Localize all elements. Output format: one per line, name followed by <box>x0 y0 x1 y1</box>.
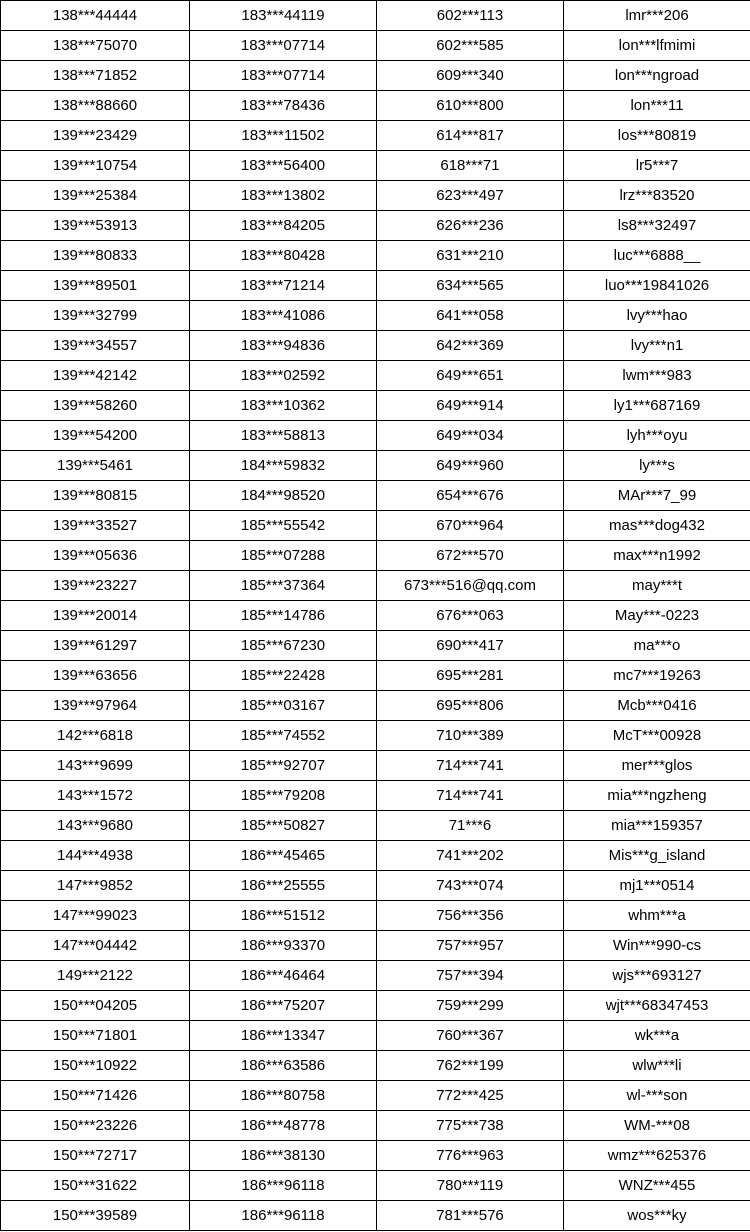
qq-cell: 695***281 <box>377 661 564 691</box>
phone-cell: 139***80833 <box>1 241 190 271</box>
qq-cell: 634***565 <box>377 271 564 301</box>
table-row <box>1 811 750 841</box>
username-cell: lvy***n1 <box>564 331 750 361</box>
username-cell: lrz***83520 <box>564 181 750 211</box>
qq-cell: 670***964 <box>377 511 564 541</box>
mobile-cell: 186***96118 <box>190 1171 377 1201</box>
mobile-cell: 186***80758 <box>190 1081 377 1111</box>
phone-cell: 150***71801 <box>1 1021 190 1051</box>
table-row <box>1 61 750 91</box>
table-row <box>1 901 750 931</box>
username-cell: Mcb***0416 <box>564 691 750 721</box>
username-cell: ly1***687169 <box>564 391 750 421</box>
username-cell: wjs***693127 <box>564 961 750 991</box>
username-cell: whm***a <box>564 901 750 931</box>
mobile-cell: 185***37364 <box>190 571 377 601</box>
table-row <box>1 961 750 991</box>
mobile-cell: 186***38130 <box>190 1141 377 1171</box>
mobile-cell: 183***07714 <box>190 61 377 91</box>
username-cell: lon***ngroad <box>564 61 750 91</box>
qq-cell: 654***676 <box>377 481 564 511</box>
username-cell: mas***dog432 <box>564 511 750 541</box>
phone-cell: 150***23226 <box>1 1111 190 1141</box>
qq-cell: 618***71 <box>377 151 564 181</box>
table-row <box>1 1081 750 1111</box>
qq-cell: 642***369 <box>377 331 564 361</box>
phone-cell: 150***04205 <box>1 991 190 1021</box>
phone-cell: 139***5461 <box>1 451 190 481</box>
phone-cell: 138***44444 <box>1 1 190 31</box>
phone-cell: 139***25384 <box>1 181 190 211</box>
table-row <box>1 181 750 211</box>
username-cell: ls8***32497 <box>564 211 750 241</box>
username-cell: lon***lfmimi <box>564 31 750 61</box>
qq-cell: 649***651 <box>377 361 564 391</box>
username-cell: WNZ***455 <box>564 1171 750 1201</box>
mobile-cell: 186***63586 <box>190 1051 377 1081</box>
qq-cell: 602***113 <box>377 1 564 31</box>
username-cell: max***n1992 <box>564 541 750 571</box>
mobile-cell: 185***92707 <box>190 751 377 781</box>
mobile-cell: 185***55542 <box>190 511 377 541</box>
mobile-cell: 186***93370 <box>190 931 377 961</box>
username-cell: wk***a <box>564 1021 750 1051</box>
table-row <box>1 91 750 121</box>
table-row <box>1 691 750 721</box>
mobile-cell: 185***74552 <box>190 721 377 751</box>
mobile-cell: 186***96118 <box>190 1201 377 1231</box>
phone-cell: 143***9680 <box>1 811 190 841</box>
phone-cell: 147***04442 <box>1 931 190 961</box>
table-row <box>1 121 750 151</box>
mobile-cell: 185***67230 <box>190 631 377 661</box>
qq-cell: 741***202 <box>377 841 564 871</box>
table-row <box>1 151 750 181</box>
phone-cell: 139***54200 <box>1 421 190 451</box>
phone-cell: 139***63656 <box>1 661 190 691</box>
phone-cell: 139***23227 <box>1 571 190 601</box>
table-row <box>1 571 750 601</box>
qq-cell: 649***960 <box>377 451 564 481</box>
qq-cell: 776***963 <box>377 1141 564 1171</box>
table-row <box>1 781 750 811</box>
qq-cell: 760***367 <box>377 1021 564 1051</box>
table-row <box>1 661 750 691</box>
mobile-cell: 183***41086 <box>190 301 377 331</box>
table-row <box>1 451 750 481</box>
phone-cell: 139***80815 <box>1 481 190 511</box>
mobile-cell: 183***10362 <box>190 391 377 421</box>
table-row <box>1 1051 750 1081</box>
qq-cell: 641***058 <box>377 301 564 331</box>
qq-cell: 673***516@qq.com <box>377 571 564 601</box>
username-cell: mia***ngzheng <box>564 781 750 811</box>
username-cell: Mis***g_island <box>564 841 750 871</box>
phone-cell: 139***61297 <box>1 631 190 661</box>
table-row <box>1 721 750 751</box>
mobile-cell: 183***84205 <box>190 211 377 241</box>
username-cell: lon***11 <box>564 91 750 121</box>
mobile-cell: 185***07288 <box>190 541 377 571</box>
table-row <box>1 631 750 661</box>
qq-cell: 609***340 <box>377 61 564 91</box>
qq-cell: 756***356 <box>377 901 564 931</box>
username-cell: wmz***625376 <box>564 1141 750 1171</box>
phone-cell: 138***75070 <box>1 31 190 61</box>
qq-cell: 623***497 <box>377 181 564 211</box>
phone-cell: 139***20014 <box>1 601 190 631</box>
qq-cell: 614***817 <box>377 121 564 151</box>
username-cell: lr5***7 <box>564 151 750 181</box>
table-row <box>1 601 750 631</box>
phone-cell: 138***88660 <box>1 91 190 121</box>
table-row <box>1 271 750 301</box>
username-cell: ma***o <box>564 631 750 661</box>
username-cell: wos***ky <box>564 1201 750 1231</box>
mobile-cell: 183***44119 <box>190 1 377 31</box>
phone-cell: 139***32799 <box>1 301 190 331</box>
table-row <box>1 361 750 391</box>
mobile-cell: 183***78436 <box>190 91 377 121</box>
username-cell: wjt***68347453 <box>564 991 750 1021</box>
username-cell: May***-0223 <box>564 601 750 631</box>
table-row <box>1 241 750 271</box>
table-row <box>1 871 750 901</box>
qq-cell: 743***074 <box>377 871 564 901</box>
phone-cell: 147***9852 <box>1 871 190 901</box>
mobile-cell: 185***14786 <box>190 601 377 631</box>
username-cell: lvy***hao <box>564 301 750 331</box>
qq-cell: 775***738 <box>377 1111 564 1141</box>
qq-cell: 772***425 <box>377 1081 564 1111</box>
username-cell: mc7***19263 <box>564 661 750 691</box>
table-row <box>1 481 750 511</box>
username-cell: los***80819 <box>564 121 750 151</box>
phone-cell: 139***34557 <box>1 331 190 361</box>
table-row <box>1 541 750 571</box>
phone-cell: 142***6818 <box>1 721 190 751</box>
table-row <box>1 301 750 331</box>
qq-cell: 672***570 <box>377 541 564 571</box>
phone-cell: 139***23429 <box>1 121 190 151</box>
username-cell: may***t <box>564 571 750 601</box>
phone-cell: 144***4938 <box>1 841 190 871</box>
phone-cell: 150***71426 <box>1 1081 190 1111</box>
mobile-cell: 183***02592 <box>190 361 377 391</box>
username-cell: WM-***08 <box>564 1111 750 1141</box>
username-cell: Win***990-cs <box>564 931 750 961</box>
qq-cell: 714***741 <box>377 751 564 781</box>
username-cell: lmr***206 <box>564 1 750 31</box>
mobile-cell: 183***11502 <box>190 121 377 151</box>
phone-cell: 139***42142 <box>1 361 190 391</box>
table-row <box>1 931 750 961</box>
table-row <box>1 1171 750 1201</box>
table-row <box>1 421 750 451</box>
mobile-cell: 186***45465 <box>190 841 377 871</box>
mobile-cell: 185***03167 <box>190 691 377 721</box>
mobile-cell: 186***51512 <box>190 901 377 931</box>
data-table-body <box>1 1 750 1231</box>
mobile-cell: 185***50827 <box>190 811 377 841</box>
table-row <box>1 331 750 361</box>
mobile-cell: 186***46464 <box>190 961 377 991</box>
mobile-cell: 186***75207 <box>190 991 377 1021</box>
mobile-cell: 186***25555 <box>190 871 377 901</box>
mobile-cell: 183***13802 <box>190 181 377 211</box>
username-cell: luo***19841026 <box>564 271 750 301</box>
phone-cell: 150***31622 <box>1 1171 190 1201</box>
mobile-cell: 186***48778 <box>190 1111 377 1141</box>
username-cell: mer***glos <box>564 751 750 781</box>
table-row <box>1 991 750 1021</box>
qq-cell: 757***394 <box>377 961 564 991</box>
mobile-cell: 183***07714 <box>190 31 377 61</box>
qq-cell: 610***800 <box>377 91 564 121</box>
qq-cell: 781***576 <box>377 1201 564 1231</box>
mobile-cell: 185***79208 <box>190 781 377 811</box>
table-row <box>1 751 750 781</box>
phone-cell: 143***1572 <box>1 781 190 811</box>
mobile-cell: 183***58813 <box>190 421 377 451</box>
phone-cell: 139***89501 <box>1 271 190 301</box>
username-cell: wlw***li <box>564 1051 750 1081</box>
phone-cell: 138***71852 <box>1 61 190 91</box>
phone-cell: 139***05636 <box>1 541 190 571</box>
qq-cell: 676***063 <box>377 601 564 631</box>
phone-cell: 150***39589 <box>1 1201 190 1231</box>
qq-cell: 649***034 <box>377 421 564 451</box>
mobile-cell: 184***59832 <box>190 451 377 481</box>
table-row <box>1 511 750 541</box>
username-cell: mia***159357 <box>564 811 750 841</box>
mobile-cell: 183***71214 <box>190 271 377 301</box>
mobile-cell: 183***94836 <box>190 331 377 361</box>
phone-cell: 143***9699 <box>1 751 190 781</box>
mobile-cell: 186***13347 <box>190 1021 377 1051</box>
username-cell: wl-***son <box>564 1081 750 1111</box>
phone-cell: 139***33527 <box>1 511 190 541</box>
table-row <box>1 841 750 871</box>
mobile-cell: 183***56400 <box>190 151 377 181</box>
phone-cell: 150***10922 <box>1 1051 190 1081</box>
qq-cell: 602***585 <box>377 31 564 61</box>
username-cell: lwm***983 <box>564 361 750 391</box>
qq-cell: 762***199 <box>377 1051 564 1081</box>
qq-cell: 631***210 <box>377 241 564 271</box>
username-cell: luc***6888__ <box>564 241 750 271</box>
phone-cell: 139***97964 <box>1 691 190 721</box>
username-cell: lyh***oyu <box>564 421 750 451</box>
username-cell: McT***00928 <box>564 721 750 751</box>
mobile-cell: 183***80428 <box>190 241 377 271</box>
table-row <box>1 1201 750 1231</box>
qq-cell: 71***6 <box>377 811 564 841</box>
qq-cell: 759***299 <box>377 991 564 1021</box>
qq-cell: 690***417 <box>377 631 564 661</box>
qq-cell: 649***914 <box>377 391 564 421</box>
table-row <box>1 211 750 241</box>
qq-cell: 626***236 <box>377 211 564 241</box>
qq-cell: 695***806 <box>377 691 564 721</box>
qq-cell: 710***389 <box>377 721 564 751</box>
phone-cell: 139***58260 <box>1 391 190 421</box>
table-row <box>1 1021 750 1051</box>
table-row <box>1 1111 750 1141</box>
phone-cell: 139***53913 <box>1 211 190 241</box>
table-row <box>1 1141 750 1171</box>
phone-cell: 150***72717 <box>1 1141 190 1171</box>
qq-cell: 714***741 <box>377 781 564 811</box>
qq-cell: 757***957 <box>377 931 564 961</box>
table-row <box>1 31 750 61</box>
phone-cell: 147***99023 <box>1 901 190 931</box>
username-cell: mj1***0514 <box>564 871 750 901</box>
phone-cell: 139***10754 <box>1 151 190 181</box>
mobile-cell: 184***98520 <box>190 481 377 511</box>
mobile-cell: 185***22428 <box>190 661 377 691</box>
username-cell: ly***s <box>564 451 750 481</box>
table-row <box>1 1 750 31</box>
qq-cell: 780***119 <box>377 1171 564 1201</box>
table-row <box>1 391 750 421</box>
username-cell: MAr***7_99 <box>564 481 750 511</box>
phone-cell: 149***2122 <box>1 961 190 991</box>
